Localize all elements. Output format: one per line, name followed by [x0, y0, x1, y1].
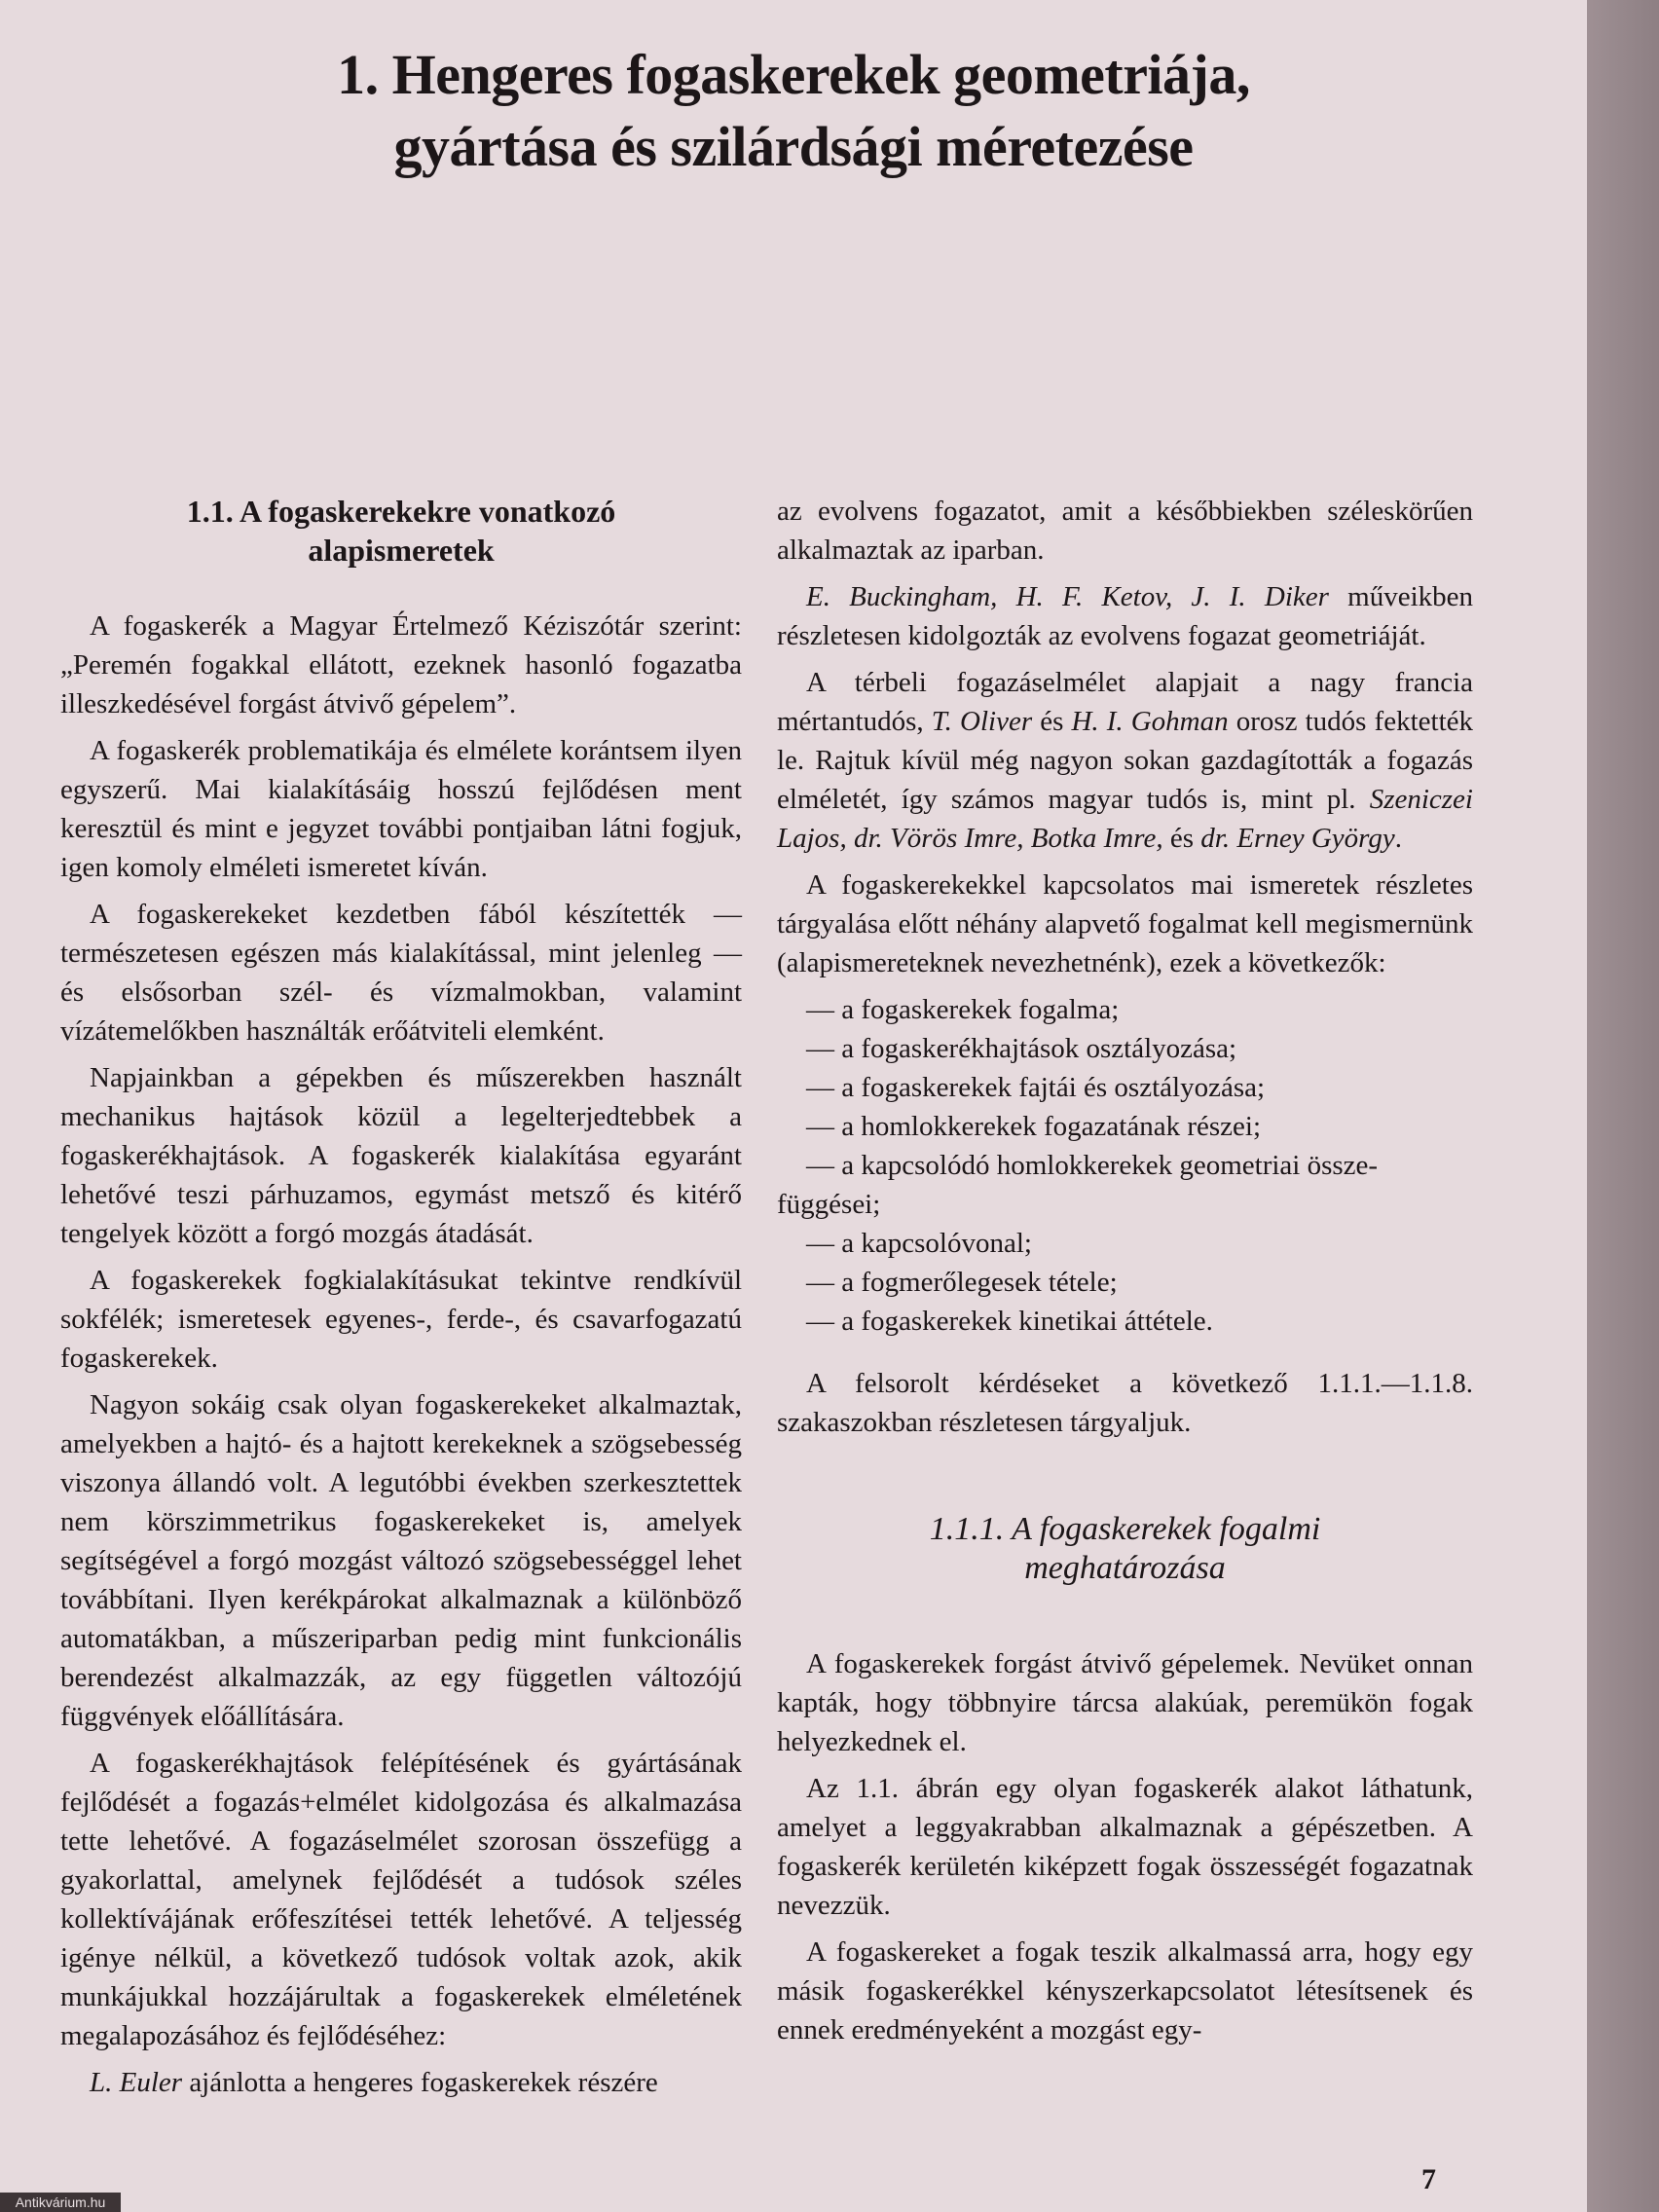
list-item: — a kapcsolódó homlokkerekek geometriai össze- [806, 1150, 1379, 1181]
section-heading-line2: alapismeretek [308, 533, 495, 568]
author-names: E. Buckingham, H. F. Ketov, J. I. Diker [806, 581, 1329, 612]
paragraph-text: és [1162, 823, 1201, 854]
chapter-title-line1: 1. Hengeres fogaskerekek geometriája, [337, 43, 1250, 106]
subsection-heading [777, 1510, 1473, 1588]
paragraph: Nagyon sokáig csak olyan fogaskerekeket alkalmaztak, amelyekben a hajtó- és a hajtott kerekeknek a szögsebesség viszonya állandó volt. A legutóbbi években szerkesztettek nem körszimmetrikus fogaskerekeket is, amelyek segítségével a forgó mozgást változó szögsebességgel lehet továbbítani. Ilyen kerékpárokat alkalmaznak a különböző automatákban, a műszeriparban pedig mint funkcionális berendezést alkalmazzák, az egy független változójú függvények előállítására. [60, 1389, 742, 1732]
author-name: dr. Erney György [1200, 823, 1395, 854]
paragraph-text: ajánlotta a hengeres fogaskerekek részére [182, 2067, 658, 2098]
list-item: — a fogaskerékhajtások osztályozása; [806, 1033, 1237, 1064]
paragraph: az evolvens fogazatot, amit a későbbiekben széleskörűen alkalmaztak az iparban. [777, 496, 1473, 566]
author-names: Szeniczei Lajos, dr. Vörös Imre, Botka Imre, [777, 784, 1473, 854]
paragraph: A fogaskerék problematikája és elmélete korántsem ilyen egyszerű. Mai kialakításáig hosszú fejlődésen ment keresztül és mint e jegyzet további pontjaiban látni fogjuk, igen komoly elméleti ismeretet kíván. [60, 735, 742, 883]
paragraph: A fogaskerekeket kezdetben fából készítették — természetesen egészen más kialakítással, mint jelenleg — és elsősorban szél- és vízmalmokban, valamint vízátemelőkben használták erőátviteli elemként. [60, 899, 742, 1047]
section-heading-line1: 1.1. A fogaskerekekre vonatkozó [186, 494, 616, 529]
paragraph [777, 663, 1473, 858]
paragraph-text: A térbeli fogazáselmélet alapjait a nagy francia mértantudós, [777, 667, 1473, 737]
list-item: — a fogaskerekek kinetikai áttétele. [806, 1306, 1213, 1337]
paragraph-text: . [1394, 823, 1402, 854]
list-item: — a fogmerőlegesek tétele; [806, 1267, 1118, 1298]
author-name: T. Oliver [931, 706, 1033, 737]
paragraph [777, 577, 1473, 655]
paragraph: A fogaskerekek fogkialakításukat tekintve rendkívül sokfélék; ismeretesek egyenes-, ferde-, és csavarfogazatú fogaskerekek. [60, 1265, 742, 1374]
section-heading [60, 492, 742, 570]
chapter-title [0, 39, 1587, 183]
topic-list [777, 990, 1473, 1341]
page-edge-shadow [1587, 0, 1659, 2212]
paragraph-text: és [1032, 706, 1072, 737]
list-item: — a fogaskerekek fogalma; [806, 994, 1120, 1025]
paragraph: A fogaskerék a Magyar Értelmező Kéziszótár szerint: „Peremén fogakkal ellátott, ezeknek hasonló fogazatba illeszkedésével forgást átvivő gépelem”. [60, 610, 742, 719]
paragraph: A fogaskerékhajtások felépítésének és gyártásának fejlődését a fogazás+elmélet kidolgozása és alkalmazása tette lehetővé. A fogazáselmélet szorosan összefügg a gyakorlattal, amelynek fejlődését a tudósok széles kollektívájának erőfeszítései tették lehetővé. A teljesség igénye nélkül, a következő tudósok voltak azok, akik munkájukkal hozzájárultak a fogaskerekek elméletének megalapozásához és fejlődéséhez: [60, 1748, 742, 2051]
right-column [777, 492, 1473, 2057]
list-item: — a kapcsolóvonal; [806, 1228, 1032, 1259]
page-number: 7 [1421, 2163, 1436, 2195]
paragraph: Az 1.1. ábrán egy olyan fogaskerék alakot láthatunk, amelyet a leggyakrabban alkalmaznak a gépészetben. A fogaskerék kerületén kiképzett fogak összességét fogazatnak nevezzük. [777, 1773, 1473, 1921]
subsection-heading-line2: meghatározása [1024, 1550, 1226, 1586]
paragraph: A felsorolt kérdéseket a következő 1.1.1.—1.1.8. szakaszokban részletesen tárgyaljuk. [777, 1368, 1473, 1438]
paragraph-text: orosz tudós fektették le. Rajtuk kívül még nagyon sokan gazdagították a fogazás elméletét, így számos magyar tudós is, mint pl. [777, 706, 1473, 815]
list-item: — a fogaskerekek fajtái és osztályozása; [806, 1072, 1266, 1103]
author-name: L. Euler [90, 2067, 183, 2098]
watermark-label: Antikvárium.hu [0, 2193, 121, 2212]
spacer [777, 1450, 1473, 1510]
paragraph: A fogaskerekekkel kapcsolatos mai ismeretek részletes tárgyalása előtt néhány alapvető fogalmat kell megismernünk (alapismereteknek nevezhetnénk), ezek a következők: [777, 869, 1473, 978]
paragraph: A fogaskerekek forgást átvivő gépelemek. Nevüket onnan kapták, hogy többnyire tárcsa alakúak, peremükön fogak helyezkednek el. [777, 1648, 1473, 1757]
author-name: H. I. Gohman [1071, 706, 1229, 737]
list-item: — a homlokkerekek fogazatának részei; [806, 1111, 1262, 1142]
chapter-title-line2: gyártása és szilárdsági méretezése [393, 115, 1194, 178]
list-item: függései; [777, 1189, 881, 1220]
left-column [60, 492, 742, 2110]
subsection-heading-line1: 1.1.1. A fogaskerekek fogalmi [929, 1511, 1321, 1547]
paragraph: Napjainkban a gépekben és műszerekben használt mechanikus hajtások közül a legelterjedtebbek a fogaskerékhajtások. A fogaskerék kialakítása egyaránt lehetővé teszi párhuzamos, egymást metsző és kitérő tengelyek között a forgó mozgás átadását. [60, 1062, 742, 1249]
paragraph: A fogaskereket a fogak teszik alkalmassá arra, hogy egy másik fogaskerékkel kényszerkapcsolatot létesítsenek és ennek eredményeként a mozgást egy- [777, 1936, 1473, 2046]
paragraph-text: műveikben részletesen kidolgozták az evolvens fogazat geometriáját. [777, 581, 1473, 651]
paragraph [60, 2063, 742, 2102]
